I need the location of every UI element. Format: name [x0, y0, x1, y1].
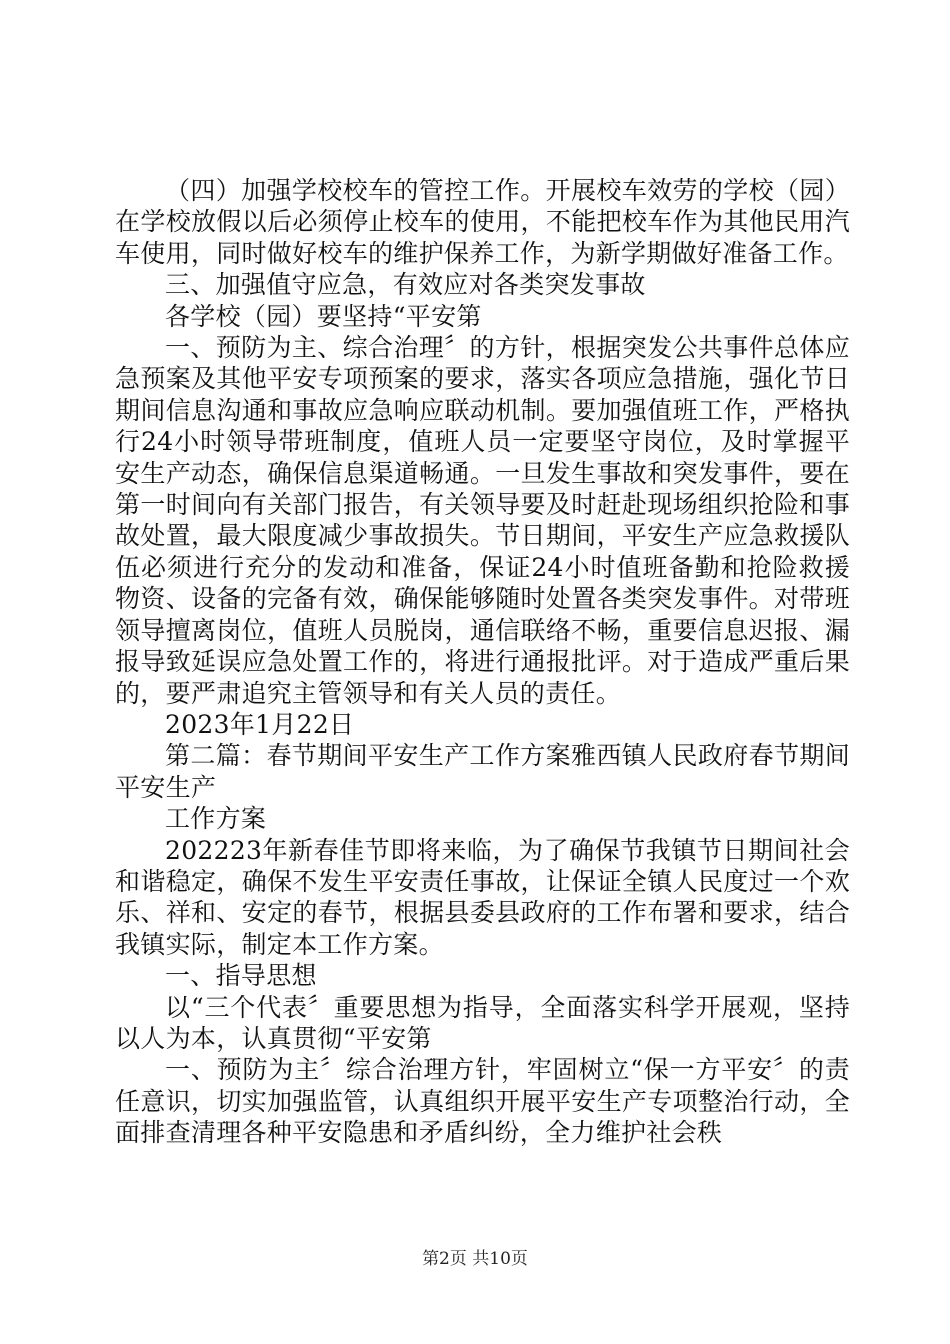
heading-guiding-ideology: 一、指导思想 — [165, 961, 317, 991]
paragraph-new-year-intro: 202223年新春佳节即将来临，为了确保节我镇节日期间社会和谐稳定，确保不发生平安责任事故，让保证全镇人民度过一个欢乐、祥和、安定的春节，根据县委县政府的工作布署和要求，结合我镇实际，制定本工作方案。 — [115, 835, 850, 959]
paragraph-three-represents: 以“三个代表〞重要思想为指导，全面落实科学开展观，坚持以人为本，认真贯彻“平安第 — [115, 992, 850, 1053]
paragraph-school-bus: （四）加强学校校车的管控工作。开展校车效劳的学校（园）在学校放假以后必须停止校车的使用，不能把校车作为其他民用汽车使用，同时做好校车的维护保养工作，为新学期做好准备工作。 — [115, 176, 850, 268]
document-body — [115, 175, 850, 1149]
document-date: 2023年1月22日 — [165, 709, 355, 739]
page-number-footer: 第2页 共10页 — [422, 1249, 528, 1269]
section-subtitle-work-plan: 工作方案 — [165, 804, 267, 834]
heading-emergency-duty: 三、加强值守应急，有效应对各类突发事故 — [165, 270, 646, 300]
section-title-part-two: 第二篇：春节期间平安生产工作方案雅西镇人民政府春节期间平安生产 — [115, 741, 850, 802]
paragraph-prevention-first: 一、预防为主、综合治理〞的方针，根据突发公共事件总体应急预案及其他平安专项预案的要求，落实各项应急措施，强化节日期间信息沟通和事故应急响应联动机制。要加强值班工作，严格执行24小时领导带班制度，值班人员一定要坚守岗位，及时掌握平安生产动态，确保信息渠道畅通。一旦发生事故和突发事件，要在第一时间向有关部门报告，有关领导要及时赶赴现场组织抢险和事故处置，最大限度减少事故损失。节日期间，平安生产应急救援队伍必须进行充分的发动和准备，保证24小时值班备勤和抢险救援物资、设备的完备有效，确保能够随时处置各类突发事件。对带班领导擅离岗位，值班人员脱岗，通信联络不畅，重要信息迟报、漏报导致延误应急处置工作的，将进行通报批评。对于造成严重后果的，要严肃追究主管领导和有关人员的责任。 — [115, 333, 850, 708]
paragraph-schools-adhere: 各学校（园）要坚持“平安第 — [165, 301, 482, 331]
paragraph-comprehensive-governance: 一、预防为主〞综合治理方针，牢固树立“保一方平安〞的责任意识，切实加强监管，认真组织开展平安生产专项整治行动，全面排查清理各种平安隐患和矛盾纠纷，全力维护社会秩 — [115, 1055, 850, 1148]
